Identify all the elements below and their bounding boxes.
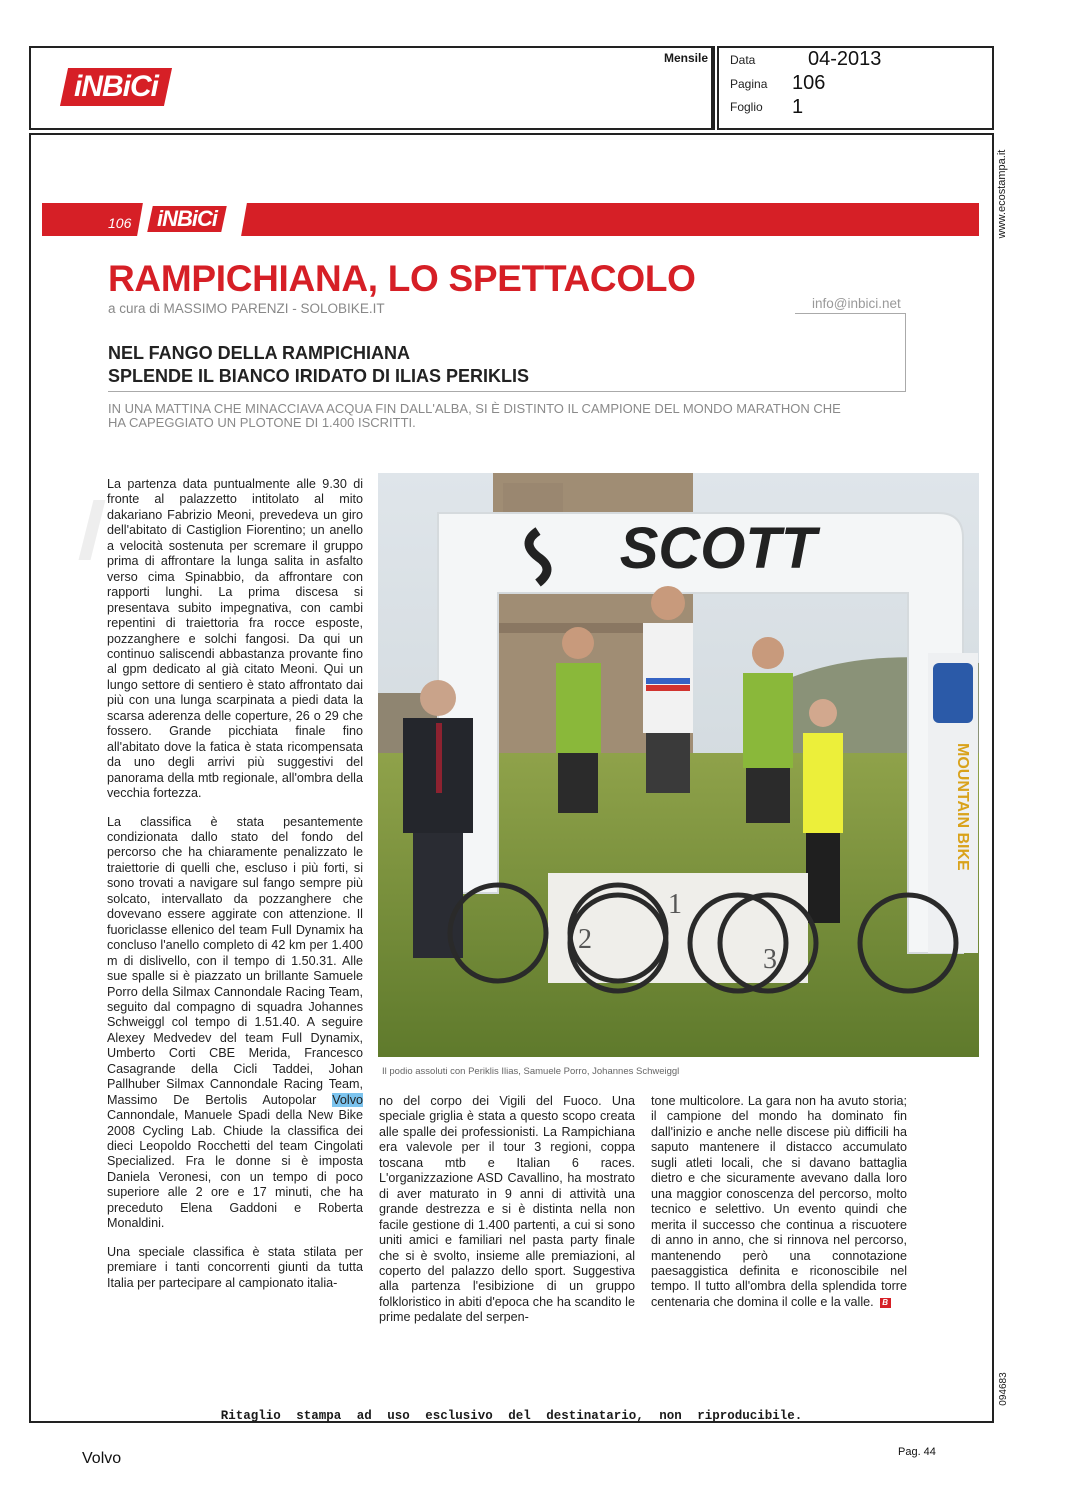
footer-client: Volvo <box>82 1450 122 1467</box>
banner-vertical-text: MOUNTAIN BIKE <box>954 743 971 871</box>
col3-paragraph-1 <box>651 1094 907 1310</box>
podium-number-2: 2 <box>578 924 592 955</box>
article-email: info@inbici.net <box>812 296 901 311</box>
subtitle-frame-top <box>795 313 906 314</box>
banner-page-number: 106 <box>108 215 132 231</box>
pagina-label: Pagina <box>730 77 768 91</box>
banner-logo: iNBiCi <box>150 206 224 232</box>
data-value: 04-2013 <box>808 48 882 70</box>
article-subtitle-line2: SPLENDE IL BIANCO IRIDATO DI ILIAS PERIKLIS <box>108 366 530 386</box>
col3-text: tone multicolore. La gara non ha avuto storia; il campione del mondo ha dominato fin dall'inizio e anche nelle discese più difficili ha saputo mantenere il distacco accumulato sugli atleti locali, che si davano battaglia dietro e che sicuramente avevano dalla loro una maggior conoscenza del percorso, molto tecnico e selettivo. Un evento quindi che merita il successo che continua a riscuotere di anno in anno, che si rinnova nel percorso, mantenendo però una connotazione paesaggistica definita e riconoscibile nel tempo. Il tutto all'ombra della splendida torre centenaria che domina il colle e la valle. <box>651 1094 907 1309</box>
header-divider <box>713 46 715 130</box>
photo-caption: Il podio assoluti con Periklis Ilias, Samuele Porro, Johannes Schweiggl <box>382 1066 680 1077</box>
article-column-1 <box>107 477 363 1291</box>
subtitle-frame-bottom <box>108 391 906 392</box>
website-vertical: www.ecostampa.it <box>996 149 1008 239</box>
article-column-2 <box>379 1094 635 1326</box>
footer-page: Pag. 44 <box>898 1446 936 1458</box>
person-official <box>403 680 473 958</box>
arch-brand-text: SCOTT <box>619 516 817 581</box>
podium-number-1: 1 <box>668 889 682 920</box>
data-label: Data <box>730 53 756 67</box>
col1-p2-text-a: La classifica è stata pesantemente condizionata dallo stato del fondo del percorso che ha chiaramente penalizzato le traiettorie di quelli che, escluso i più forti, si sono trovati a navigare sul fango sempre più solcato, intervallato da pozzanghere che dovevano essere aggirate con attenzione. Il fuoriclasse ellenico del team Full Dynamix ha concluso l'anello completo di 42 km per 1.400 m di dislivello, con il tempo di 1.50.31. Alle sue spalle si è piazzato un brillante Samuele Porro della Silmax Cannondale Racing Team, seguito dal compagno di squadra Johannes Schweiggl col tempo di 1.51.40. A seguire Alexey Medvedev del team Full Dynamix, Umberto Corti CBE Merida, Francesco Casagrande della Cicli Taddei, Johan Pallhuber Silmax Cannondale Racing Team, Massimo De Bertolis Autopolar <box>107 814 363 1107</box>
foglio-value: 1 <box>792 96 804 118</box>
podium-number-3: 3 <box>763 944 777 975</box>
col1-paragraph-2 <box>107 815 363 1232</box>
article-intro-line1: IN UNA MATTINA CHE MINACCIAVA ACQUA FIN DALL'ALBA, SI È DISTINTO IL CAMPIONE DEL MONDO MARATHON CHE <box>108 401 841 416</box>
col1-p2-text-b: Cannondale, Manuele Spadi della New Bike 2008 Cycling Lab. Chiude la classifica dei dieci Leopoldo Rocchetti del team Cingolati Specialized. Fra le donne si è imposta Daniela Veronesi, con un tempo di poco superiore alle 2 ore e 17 minuti, che ha preceduto Elena Gaddoni e Roberta Monaldini. <box>107 1108 363 1231</box>
pagina-value: 106 <box>792 72 826 94</box>
subtitle-frame-side <box>905 313 906 392</box>
article-column-3 <box>651 1094 907 1310</box>
col1-paragraph-3: Una speciale classifica è stata stilata per premiare i tanti concorrenti giunti da tutta Italia per partecipare al campionato italia- <box>107 1244 363 1290</box>
code-vertical: 094683 <box>998 1372 1009 1406</box>
volvo-highlight: Volvo <box>332 1092 363 1107</box>
article-title: RAMPICHIANA, LO SPETTACOLO <box>108 258 696 299</box>
footer-notice <box>29 1406 994 1424</box>
col2-paragraph-1: no del corpo dei Vigili del Fuoco. Una speciale griglia è stata a questo scopo creata alle spalle dei professionisti. La Rampichiana era valevole per il tour 3 regioni, coppa toscana mtb e Italian 6 races. L'organizzazione ASD Cavallino, ha mostrato di aver maturato in 9 anni di attività una grande destrezza e si è distinta nella non facile gestione di 1.400 partenti, a cui si sono uniti amici e familiari nel pasta party finale che si è svolto, insieme alle premiazioni, al coperto del palazzo dello sport. Suggestiva alla partenza l'esibizione di un gruppo folkloristico in abiti d'epoca che ha scandito le prime pedalate del serpen- <box>379 1094 635 1325</box>
header-logo: iNBiCi <box>64 68 168 106</box>
foglio-label: Foglio <box>730 100 763 114</box>
podium-photo <box>378 473 979 1057</box>
col1-paragraph-1: La partenza data puntualmente alle 9.30 di fronte al palazzetto intitolato al mito dakariano Fabrizio Meoni, prevedeva un giro dell'abitato di Castiglion Fiorentino; un anello a velocità sostenuta per scremare il gruppo prima di affrontare la lunga salita in asfalto verso cima Spinabbio, da affrontare con rapporti lunghi. La prima discesa si presentava subito impegnativa, con cambi repentini di traiettoria fra rocce esposte, pozzanghere e solchi fangosi. Da qui un continuo saliscendi abbastanza provante fino al gpm dedicato al già citato Meoni. Qui un lungo settore di sentiero è stato affrontato dai più con una lunga scarpinata a piedi data la scarsa aderenza delle coperture, 26 o 29 che fossero. Grande picchiata finale fino all'abitato dove la fatica è stata ricompensata da uno degli arrivi più suggestivi del panorama della mtb regionale, all'ombra della vecchia fortezza. <box>107 477 363 801</box>
end-mark-icon: B <box>880 1298 891 1308</box>
article-byline: a cura di MASSIMO PARENZI - SOLOBIKE.IT <box>108 301 385 316</box>
frequency-label: Mensile <box>664 51 709 65</box>
footer-notice-text: Ritaglio stampa ad uso esclusivo del destinatario, non riproducibile. <box>220 1409 803 1423</box>
article-subtitle-line1: NEL FANGO DELLA RAMPICHIANA <box>108 343 411 363</box>
article-intro-line2: HA CAPEGGIATO UN PLOTONE DI 1.400 ISCRITTI. <box>108 415 416 430</box>
